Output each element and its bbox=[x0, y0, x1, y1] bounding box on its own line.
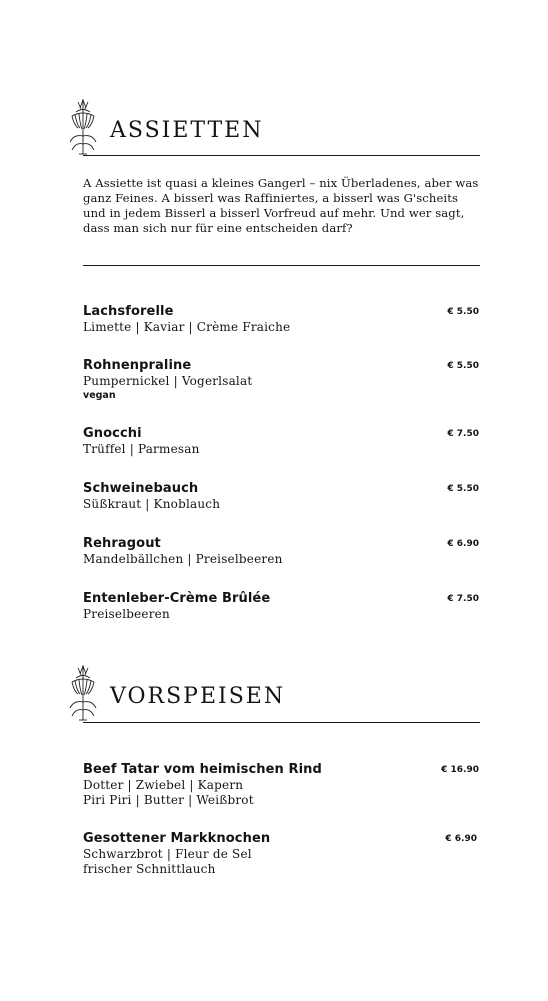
item-description: Preiselbeeren bbox=[83, 607, 170, 621]
divider bbox=[83, 155, 480, 156]
item-name: Rehragout bbox=[83, 536, 161, 551]
section-title: VORSPEISEN bbox=[110, 684, 286, 709]
section-title: ASSIETTEN bbox=[110, 118, 264, 143]
item-price: € 5.50 bbox=[447, 484, 479, 494]
item-price: € 6.90 bbox=[445, 834, 477, 844]
fritillaria-flower-icon bbox=[66, 664, 100, 722]
item-name: Beef Tatar vom heimischen Rind bbox=[83, 762, 322, 777]
item-price: € 5.50 bbox=[447, 307, 479, 317]
menu-item-rehragout bbox=[83, 536, 481, 567]
menu-item-rohnenpraline bbox=[83, 358, 481, 402]
item-name: Schweinebauch bbox=[83, 481, 199, 496]
item-name: Entenleber-Crème Brûlée bbox=[83, 591, 271, 606]
item-description: Mandelbällchen | Preiselbeeren bbox=[83, 552, 283, 566]
item-price: € 7.50 bbox=[447, 429, 479, 439]
menu-item-gnocchi bbox=[83, 426, 481, 457]
item-description: Süßkraut | Knoblauch bbox=[83, 497, 221, 511]
item-description: Pumpernickel | Vogerlsalat bbox=[83, 374, 253, 388]
item-price: € 5.50 bbox=[447, 361, 479, 371]
fritillaria-flower-icon bbox=[66, 98, 100, 156]
vegan-tag: vegan bbox=[83, 390, 116, 401]
item-description: frischer Schnittlauch bbox=[83, 862, 216, 876]
item-price: € 6.90 bbox=[447, 539, 479, 549]
menu-item-beef-tatar bbox=[83, 762, 481, 808]
item-description: Limette | Kaviar | Crème Fraiche bbox=[83, 320, 291, 334]
item-price: € 16.90 bbox=[441, 765, 479, 775]
divider bbox=[83, 265, 480, 266]
item-description: Trüffel | Parmesan bbox=[83, 442, 200, 456]
menu-item-lachsforelle bbox=[83, 304, 481, 335]
item-name: Gnocchi bbox=[83, 426, 142, 441]
menu-item-gesottener-markknochen bbox=[83, 831, 481, 877]
item-description: Dotter | Zwiebel | Kapern bbox=[83, 778, 244, 792]
item-name: Lachsforelle bbox=[83, 304, 174, 319]
item-description: Schwarzbrot | Fleur de Sel bbox=[83, 847, 252, 861]
menu-item-entenleber-creme-brulee bbox=[83, 591, 481, 622]
item-name: Rohnenpraline bbox=[83, 358, 192, 373]
item-price: € 7.50 bbox=[447, 594, 479, 604]
divider bbox=[83, 722, 480, 723]
item-name: Gesottener Markknochen bbox=[83, 831, 271, 846]
menu-item-schweinebauch bbox=[83, 481, 481, 512]
section-intro: A Assiette ist quasi a kleines Gangerl – nix Überladenes, aber was ganz Feines. A bisserl was Raffiniertes, a bisserl was G'scheits und in jedem Bisserl a bisserl Vorfreud auf mehr. Und wer sagt, dass man sich nur für eine entscheiden darf? bbox=[83, 176, 479, 235]
item-description: Piri Piri | Butter | Weißbrot bbox=[83, 793, 254, 807]
